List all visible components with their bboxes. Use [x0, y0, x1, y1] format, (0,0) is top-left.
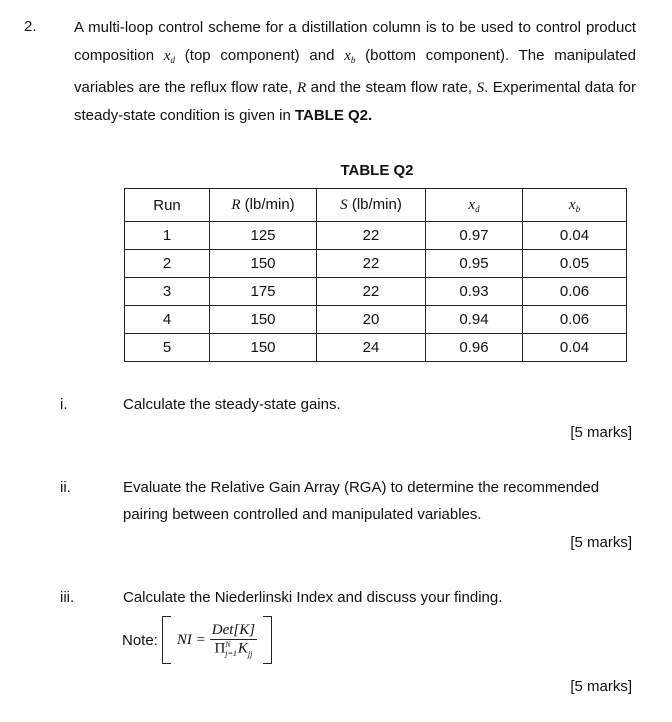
intro-text-3: (bottom component). The manipulated variables are the reflux flow rate,: [74, 47, 636, 96]
var-xb-sub: b: [350, 55, 356, 65]
cell-s: 22: [317, 278, 426, 306]
var-xb-base: x: [344, 48, 351, 64]
question-intro: [74, 14, 636, 130]
part-ii-text: Evaluate the Relative Gain Array (RGA) to determine the recommended pairing between controlled and manipulated variables.: [123, 479, 600, 523]
cell-xb: 0.05: [523, 250, 627, 278]
cell-r: 175: [210, 278, 317, 306]
part-iii-marks: [5 marks]: [570, 678, 632, 695]
part-iii-numeral: iii.: [60, 589, 75, 606]
table-row: [125, 306, 627, 334]
cell-run: 2: [125, 250, 210, 278]
table-row: [125, 250, 627, 278]
header-xd-base: x: [468, 197, 476, 213]
niederlinski-formula: [162, 616, 272, 664]
cell-xd: 0.97: [426, 222, 523, 250]
intro-text-1: A multi-loop control scheme for a distillation column is to be used to control product composition: [74, 19, 636, 64]
header-r-unit: (lb/min): [240, 196, 295, 213]
var-xd: [164, 48, 175, 64]
header-xb: [523, 189, 627, 222]
part-i-marks: [5 marks]: [570, 424, 632, 441]
part-iii-text: Calculate the Niederlinski Index and discuss your finding.: [123, 589, 503, 606]
table-row: [125, 334, 627, 362]
formula-denominator: [212, 640, 254, 658]
table-row: [125, 278, 627, 306]
cell-run: 3: [125, 278, 210, 306]
cell-run: 1: [125, 222, 210, 250]
formula-lhs: NI =: [176, 631, 206, 648]
formula-numerator: Det[K]: [211, 621, 256, 638]
header-s-unit: (lb/min): [347, 196, 402, 213]
question-number: 2.: [24, 18, 37, 35]
cell-r: 150: [210, 306, 317, 334]
cell-r: 125: [210, 222, 317, 250]
header-xb-sub: b: [575, 204, 581, 214]
cell-xd: 0.96: [426, 334, 523, 362]
cell-xd: 0.95: [426, 250, 523, 278]
cell-xb: 0.06: [523, 306, 627, 334]
cell-xd: 0.93: [426, 278, 523, 306]
note-label: Note:: [122, 631, 158, 649]
header-r-symbol: R: [231, 197, 241, 213]
cell-s: 20: [317, 306, 426, 334]
cell-xb: 0.04: [523, 222, 627, 250]
var-xd-sub: d: [170, 55, 175, 65]
header-s: [317, 189, 426, 222]
part-ii-marks: [5 marks]: [570, 534, 632, 551]
product-limits: [225, 640, 237, 658]
table-reference: TABLE Q2.: [294, 107, 373, 124]
gain-subscript: jj: [247, 649, 253, 659]
var-r: R: [296, 80, 307, 96]
cell-s: 22: [317, 222, 426, 250]
cell-xb: 0.06: [523, 278, 627, 306]
gain-symbol: K: [237, 640, 248, 657]
part-i-numeral: i.: [60, 396, 68, 413]
header-s-symbol: S: [340, 197, 348, 213]
var-s: S: [476, 80, 485, 96]
product-symbol: Π: [214, 640, 226, 657]
product-upper-limit: N: [225, 639, 231, 649]
intro-text-5: . Experimental data for steady-state condition is given in: [74, 79, 637, 124]
table-row: [125, 222, 627, 250]
intro-text-4: and the steam flow rate,: [306, 79, 477, 96]
table-header-row: [125, 189, 627, 222]
header-run: Run: [125, 189, 210, 222]
part-i-text: Calculate the steady-state gains.: [123, 396, 341, 413]
cell-run: 4: [125, 306, 210, 334]
niederlinski-note: [122, 616, 272, 664]
header-r: [210, 189, 317, 222]
product-lower-limit: j=1: [225, 648, 237, 658]
cell-run: 5: [125, 334, 210, 362]
var-xb: [344, 48, 355, 64]
data-table: [124, 188, 627, 362]
header-xd-sub: d: [475, 204, 480, 214]
cell-s: 22: [317, 250, 426, 278]
var-xd-base: x: [163, 48, 171, 64]
header-xd: [426, 189, 523, 222]
formula-fraction: [210, 622, 257, 658]
header-xb-base: x: [568, 197, 576, 213]
table-title: TABLE Q2: [340, 162, 414, 179]
right-bracket: [263, 616, 272, 664]
left-bracket: [162, 616, 171, 664]
cell-r: 150: [210, 334, 317, 362]
cell-r: 150: [210, 250, 317, 278]
intro-text-2: (top component) and: [175, 47, 345, 64]
cell-xb: 0.04: [523, 334, 627, 362]
part-ii-numeral: ii.: [60, 479, 71, 496]
cell-s: 24: [317, 334, 426, 362]
cell-xd: 0.94: [426, 306, 523, 334]
